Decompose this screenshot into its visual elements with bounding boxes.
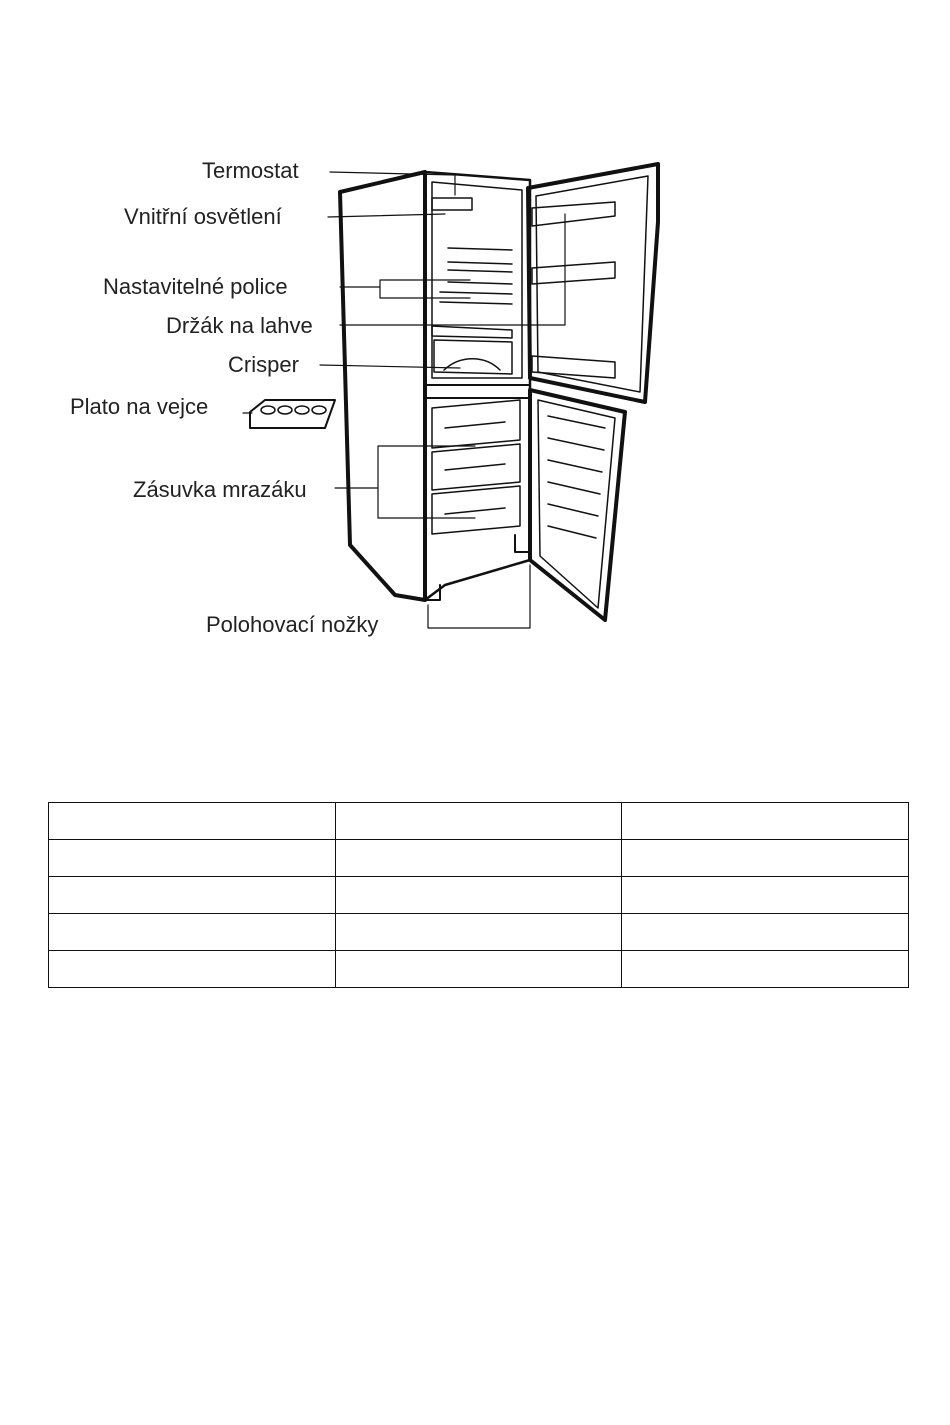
table-row: [49, 877, 909, 914]
label-interior-light: Vnitřní osvětlení: [124, 204, 282, 229]
table-row: [49, 914, 909, 951]
table-cell: [49, 914, 336, 951]
fridge-illustration: [0, 0, 950, 700]
table-cell: [622, 803, 909, 840]
table-cell: [335, 840, 622, 877]
table-cell: [622, 877, 909, 914]
label-leveling-feet: Polohovací nožky: [206, 612, 379, 637]
spec-table: [48, 802, 909, 988]
table-cell: [49, 951, 336, 988]
table-row: [49, 951, 909, 988]
label-thermostat: Termostat: [202, 158, 299, 183]
table-cell: [335, 877, 622, 914]
table-cell: [335, 951, 622, 988]
table-cell: [49, 877, 336, 914]
table-cell: [622, 951, 909, 988]
table-cell: [335, 914, 622, 951]
label-adjustable-shelves: Nastavitelné police: [103, 274, 288, 299]
table-cell: [335, 803, 622, 840]
label-freezer-drawer: Zásuvka mrazáku: [133, 477, 307, 502]
fridge-diagram: [0, 0, 950, 700]
label-egg-tray: Plato na vejce: [70, 394, 209, 419]
label-bottle-holder: Držák na lahve: [166, 313, 313, 338]
label-crisper: Crisper: [228, 352, 299, 377]
table-cell: [49, 803, 336, 840]
table-cell: [622, 914, 909, 951]
table-cell: [49, 840, 336, 877]
table-row: [49, 803, 909, 840]
table-row: [49, 840, 909, 877]
table-cell: [622, 840, 909, 877]
